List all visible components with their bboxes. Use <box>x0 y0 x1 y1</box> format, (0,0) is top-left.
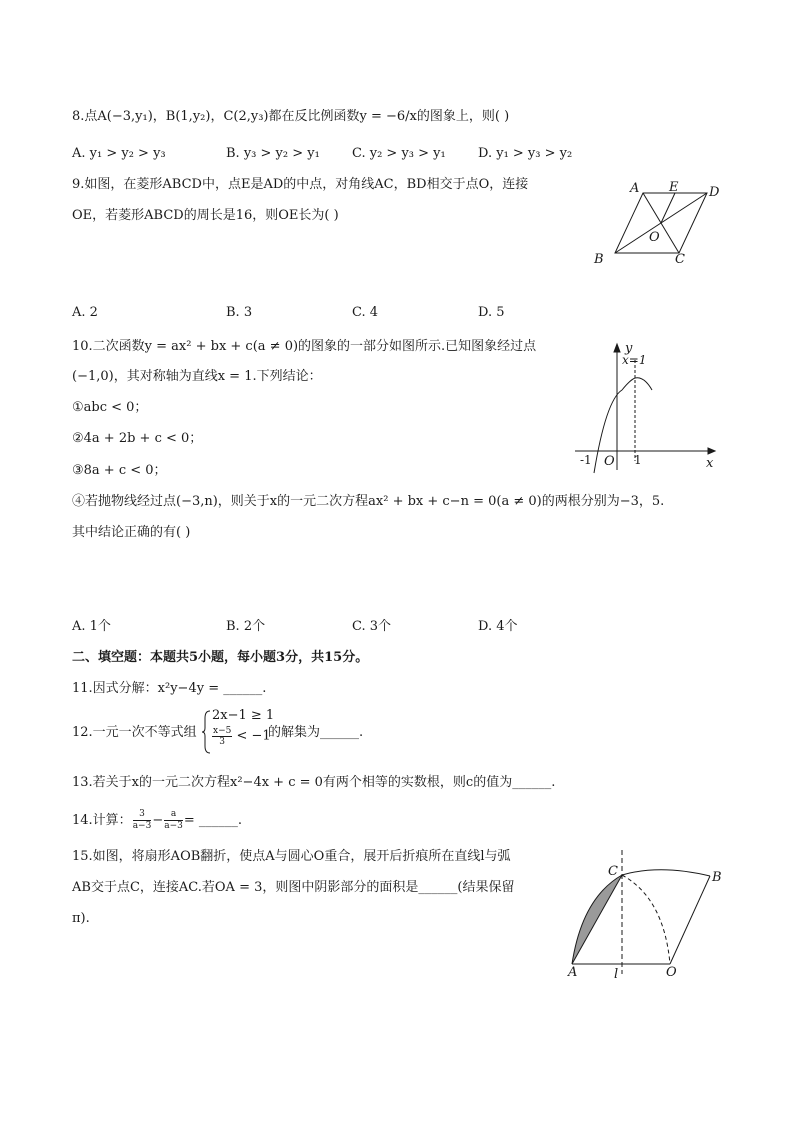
label-neg1: -1 <box>580 453 592 467</box>
q12-row1: 2x−1 ≥ 1 <box>212 708 275 723</box>
label-c: C <box>675 252 685 267</box>
q12-brace <box>202 710 212 754</box>
q15-line3: π). <box>72 911 90 926</box>
q8-option-c: C. y₂ > y₃ > y₁ <box>352 146 446 161</box>
label-one: 1 <box>634 453 642 467</box>
label-a: A <box>568 965 578 980</box>
q14-minus: − <box>152 812 164 828</box>
q12-prefix: 12.一元一次不等式组 <box>72 725 197 740</box>
segment-ac <box>572 875 622 964</box>
label-d: D <box>709 185 720 200</box>
folded-arc <box>622 875 670 964</box>
q14-frac1-num: 3 <box>133 809 152 821</box>
section-2-text: 本题共5小题，每小题3分，共15分。 <box>150 650 369 665</box>
label-c: C <box>608 864 618 879</box>
q9-line2: OE，若菱形ABCD的周长是16，则OE长为( ) <box>72 208 339 223</box>
q14-frac2-den: a−3 <box>164 821 183 831</box>
q8-option-a: A. y₁ > y₂ > y₃ <box>72 146 166 161</box>
q9-option-d: D. 5 <box>478 305 505 320</box>
q10-line2: (−1,0)，其对称轴为直线x = 1.下列结论： <box>72 369 322 384</box>
q10-option-a: A. 1个 <box>72 619 111 634</box>
label-e: E <box>669 180 679 195</box>
label-l: l <box>614 967 619 980</box>
x-axis-arrow <box>708 448 715 454</box>
label-axis: x=1 <box>622 353 647 367</box>
q10-conclusion-1: ①abc < 0； <box>72 400 148 415</box>
q10-conclusion-3: ③8a + c < 0； <box>72 463 167 478</box>
parabola-curve <box>594 378 652 473</box>
radius-ob <box>670 876 710 964</box>
q10-option-c: C. 3个 <box>352 619 392 634</box>
q8-option-d: D. y₁ > y₃ > y₂ <box>478 146 573 161</box>
q10-option-d: D. 4个 <box>478 619 518 634</box>
q10-option-b: B. 2个 <box>226 619 266 634</box>
section-2-heading <box>72 649 368 667</box>
q9-option-a: A. 2 <box>72 305 98 320</box>
y-axis-arrow <box>614 344 620 352</box>
q8-option-b: B. y₃ > y₂ > y₁ <box>226 146 320 161</box>
q15-line2: AB交于点C，连接AC.若OA = 3，则图中阴影部分的面积是______(结果保留 <box>72 880 515 895</box>
q9-option-c: C. 4 <box>352 305 379 320</box>
q8-stem: 8.点A(−3,y₁)，B(1,y₂)，C(2,y₃)都在反比例函数y = −6/x的图象上，则( ) <box>72 109 510 124</box>
label-y: y <box>625 341 633 356</box>
q12-row2-rest: < −1 <box>232 728 271 744</box>
section-2-prefix: 二、填空题： <box>72 650 151 665</box>
q14-frac2-num: a <box>164 809 183 821</box>
label-x: x <box>706 456 714 471</box>
q9-line1: 9.如图，在菱形ABCD中，点E是AD的中点，对角线AC，BD相交于点O，连接 <box>72 177 529 192</box>
label-origin: O <box>604 454 615 469</box>
label-b: B <box>712 870 722 885</box>
label-o: O <box>649 230 660 245</box>
q12-suffix: 的解集为______. <box>268 725 364 740</box>
q12-frac-num: x−5 <box>213 726 232 736</box>
q14-frac1-den: a−3 <box>132 821 152 831</box>
q10-ask: 其中结论正确的有( ) <box>72 525 191 540</box>
q10-conclusion-4: ④若抛物线经过点(−3,n)，则关于x的一元二次方程ax² + bx + c−n = 0(a ≠ 0)的两根分别为−3，5. <box>72 494 665 509</box>
q15-line1: 15.如图，将扇形AOB翻折，使点A与圆心O重合，展开后折痕所在直线l与弧 <box>72 849 511 864</box>
q14-suffix: = ______. <box>183 812 243 828</box>
q10-line1: 10.二次函数y = ax² + bx + c(a ≠ 0)的图象的一部分如图所示.已知图象经过点 <box>72 339 537 354</box>
q13: 13.若关于x的一元二次方程x²−4x + c = 0有两个相等的实数根，则c的值为______. <box>72 775 556 790</box>
q14 <box>72 809 242 832</box>
q10-conclusion-2: ②4a + 2b + c < 0； <box>72 431 203 446</box>
q12-row2 <box>212 726 271 747</box>
q12-frac-den: 3 <box>219 737 226 747</box>
label-a: A <box>630 181 640 196</box>
q14-prefix: 14.计算： <box>72 812 132 828</box>
label-b: B <box>594 252 604 267</box>
parabola-figure <box>570 340 725 475</box>
rhombus-figure <box>585 175 735 270</box>
q9-option-b: B. 3 <box>226 305 253 320</box>
sector-figure <box>560 848 735 980</box>
label-o: O <box>666 965 677 980</box>
q11: 11.因式分解：x²y−4y = ______. <box>72 681 267 696</box>
